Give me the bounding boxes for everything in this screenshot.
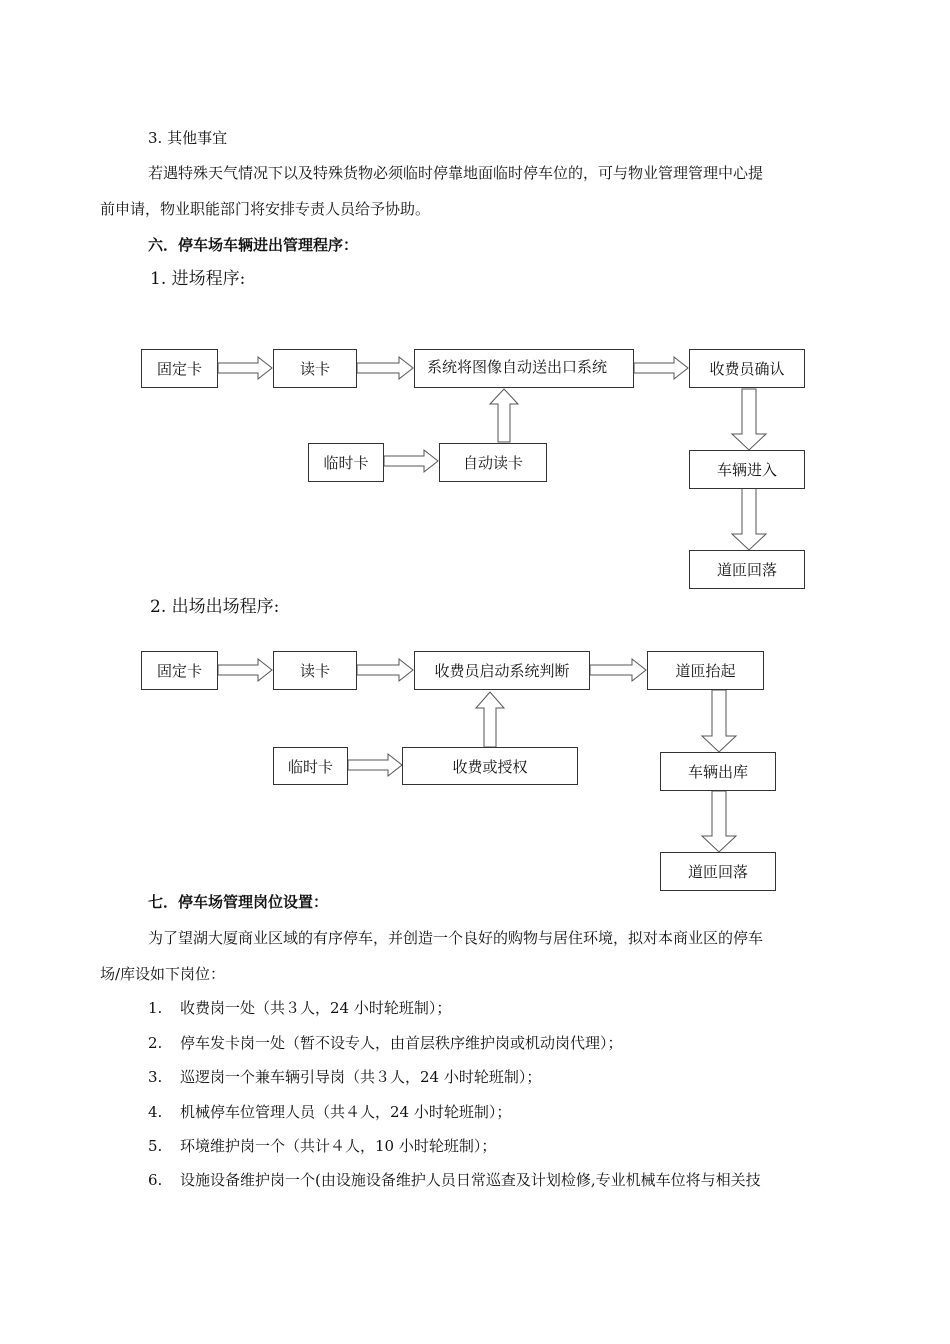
section-3-paragraph-line-2: 前申请，物业职能部门将安排专责人员给予协助。	[100, 200, 431, 218]
section-7-intro-line-2: 场/库设如下岗位：	[100, 965, 226, 983]
exit-barrier-down-box: 道匝回落	[660, 852, 776, 891]
arrow-right-icon	[348, 754, 402, 776]
arrow-down-icon	[732, 488, 766, 550]
list-item-number: 1.	[148, 999, 163, 1017]
exit-barrier-up-box: 道匝抬起	[647, 651, 764, 690]
section-3-paragraph-line-1: 若遇特殊天气情况下以及特殊货物必须临时停靠地面临时停车位的，可与物业管理管理中心提	[148, 164, 764, 182]
exit-system-judge-box: 收费员启动系统判断	[414, 651, 590, 690]
list-item-text: 停车发卡岗一处（暂不设专人，由首层秩序维护岗或机动岗代理）；	[180, 1034, 623, 1052]
arrow-down-icon	[732, 389, 766, 450]
entry-read-card-box: 读卡	[273, 349, 357, 388]
section-3-heading: 3. 其他事宜	[148, 129, 228, 147]
exit-temp-card-box: 临时卡	[273, 747, 348, 785]
section-6-heading: 六．停车场车辆进出管理程序：	[148, 236, 359, 254]
arrow-up-icon	[490, 389, 518, 442]
list-item-text: 环境维护岗一个（共计４人，10 小时轮班制）；	[180, 1137, 497, 1155]
exit-procedure-label: 2. 出场出场程序:	[150, 597, 280, 617]
list-item-number: 3.	[148, 1068, 163, 1086]
list-item-text: 设施设备维护岗一个(由设施设备维护人员日常巡查及计划检修,专业机械车位将与相关技	[180, 1171, 761, 1189]
arrow-right-icon	[634, 357, 688, 379]
entry-fixed-card-box: 固定卡	[141, 349, 218, 388]
list-item-number: 2.	[148, 1034, 163, 1052]
entry-vehicle-enter-box: 车辆进入	[689, 450, 805, 489]
list-item-number: 5.	[148, 1137, 163, 1155]
arrow-right-icon	[218, 659, 272, 681]
section-7-intro-line-1: 为了望湖大厦商业区域的有序停车，并创造一个良好的购物与居住环境，拟对本商业区的停车	[148, 929, 764, 947]
entry-temp-card-box: 临时卡	[308, 443, 384, 482]
list-item-text: 机械停车位管理人员（共４人，24 小时轮班制）；	[180, 1103, 512, 1121]
arrow-down-icon	[702, 791, 736, 852]
arrow-down-icon	[702, 690, 736, 752]
entry-system-box: 系统将图像自动送出口系统	[414, 349, 634, 388]
exit-fixed-card-box: 固定卡	[141, 651, 218, 690]
list-item-number: 6.	[148, 1171, 163, 1189]
list-item-text: 巡逻岗一个兼车辆引导岗（共３人，24 小时轮班制）；	[180, 1068, 542, 1086]
entry-barrier-down-box: 道匝回落	[689, 550, 805, 589]
arrow-up-icon	[476, 692, 504, 747]
section-7-heading: 七．停车场管理岗位设置：	[148, 893, 329, 911]
exit-vehicle-exit-box: 车辆出库	[660, 752, 776, 791]
arrow-right-icon	[590, 659, 646, 681]
list-item-number: 4.	[148, 1103, 163, 1121]
arrow-right-icon	[357, 659, 413, 681]
exit-charge-auth-box: 收费或授权	[402, 747, 578, 785]
arrow-right-icon	[384, 450, 438, 472]
exit-read-card-box: 读卡	[273, 651, 357, 690]
list-item-text: 收费岗一处（共３人，24 小时轮班制）；	[180, 999, 452, 1017]
arrow-right-icon	[357, 357, 413, 379]
arrow-right-icon	[218, 357, 272, 379]
entry-cashier-confirm-box: 收费员确认	[689, 349, 805, 388]
entry-procedure-label: 1. 进场程序:	[150, 269, 246, 289]
entry-auto-read-box: 自动读卡	[439, 443, 547, 482]
